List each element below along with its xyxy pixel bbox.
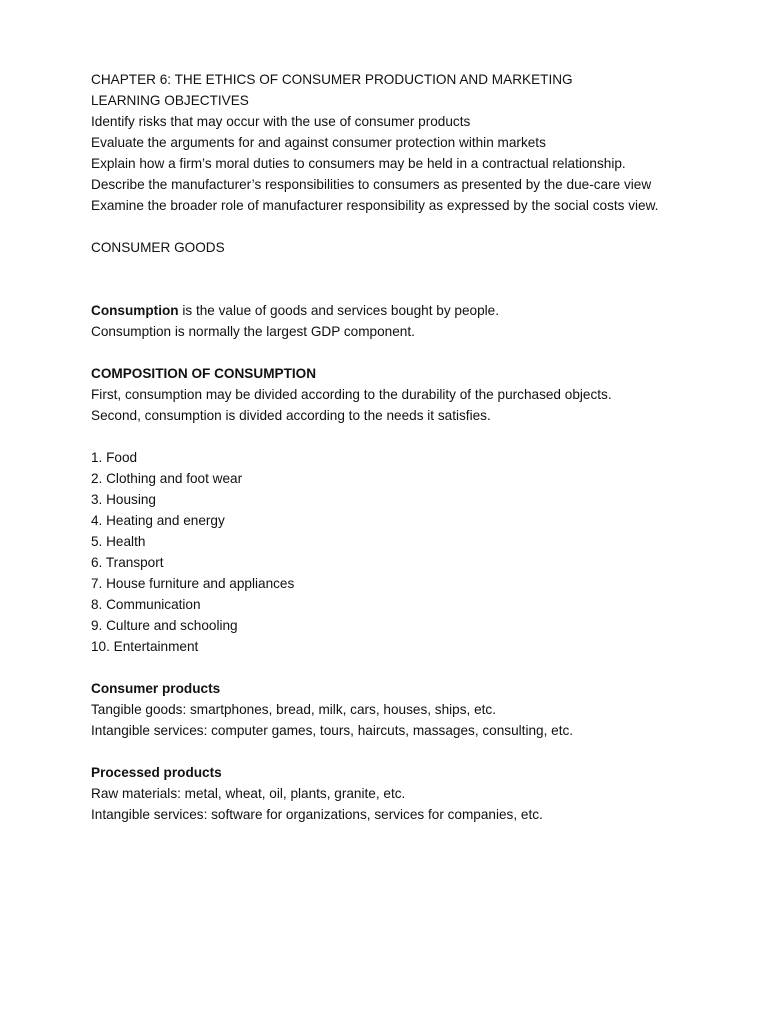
- objective-item: Identify risks that may occur with the use of consumer products: [91, 114, 471, 129]
- list-item: 8. Communication: [91, 597, 201, 612]
- spacer: [91, 342, 691, 363]
- objective-item: Evaluate the arguments for and against consumer protection within markets: [91, 135, 546, 150]
- objective-item: Examine the broader role of manufacturer responsibility as expressed by the social costs view.: [91, 198, 659, 213]
- consumer-products-heading: Consumer products: [91, 681, 221, 696]
- consumption-definition: is the value of goods and services bought by people.: [178, 303, 500, 318]
- list-item: 4. Heating and energy: [91, 513, 225, 528]
- consumer-goods-heading: CONSUMER GOODS: [91, 240, 225, 255]
- consumption-definition-paragraph: [91, 300, 691, 321]
- consumer-products-intangible: Intangible services: computer games, tours, haircuts, massages, consulting, etc.: [91, 723, 574, 738]
- composition-first-sentence: First, consumption may be divided according to the durability of the purchased objects.: [91, 387, 612, 402]
- spacer: [91, 657, 691, 678]
- learning-objectives-heading: LEARNING OBJECTIVES: [91, 93, 249, 108]
- spacer: [91, 741, 691, 762]
- needs-list: [91, 447, 691, 657]
- consumption-term: Consumption: [91, 303, 179, 318]
- list-item: 6. Transport: [91, 555, 164, 570]
- list-item: 7. House furniture and appliances: [91, 576, 295, 591]
- chapter-title: CHAPTER 6: THE ETHICS OF CONSUMER PRODUCTION AND MARKETING: [91, 72, 573, 87]
- processed-products-heading: Processed products: [91, 765, 222, 780]
- spacer: [91, 426, 691, 447]
- document-body: [91, 69, 691, 825]
- list-item: 10. Entertainment: [91, 639, 199, 654]
- processed-products-intangible: Intangible services: software for organizations, services for companies, etc.: [91, 807, 543, 822]
- composition-second-sentence: Second, consumption is divided according to the needs it satisfies.: [91, 408, 491, 423]
- spacer: [91, 216, 691, 237]
- consumer-products-tangible: Tangible goods: smartphones, bread, milk, cars, houses, ships, etc.: [91, 702, 496, 717]
- list-item: 1. Food: [91, 450, 138, 465]
- consumption-gdp-sentence: Consumption is normally the largest GDP component.: [91, 324, 415, 339]
- objective-item: Describe the manufacturer’s responsibilities to consumers as presented by the due-care view: [91, 177, 652, 192]
- objective-item: Explain how a firm’s moral duties to consumers may be held in a contractual relationship.: [91, 156, 626, 171]
- list-item: 3. Housing: [91, 492, 156, 507]
- processed-products-raw: Raw materials: metal, wheat, oil, plants, granite, etc.: [91, 786, 406, 801]
- list-item: 5. Health: [91, 534, 146, 549]
- objectives-list: [91, 111, 691, 216]
- composition-heading: COMPOSITION OF CONSUMPTION: [91, 366, 317, 381]
- list-item: 9. Culture and schooling: [91, 618, 238, 633]
- list-item: 2. Clothing and foot wear: [91, 471, 243, 486]
- spacer: [91, 258, 691, 300]
